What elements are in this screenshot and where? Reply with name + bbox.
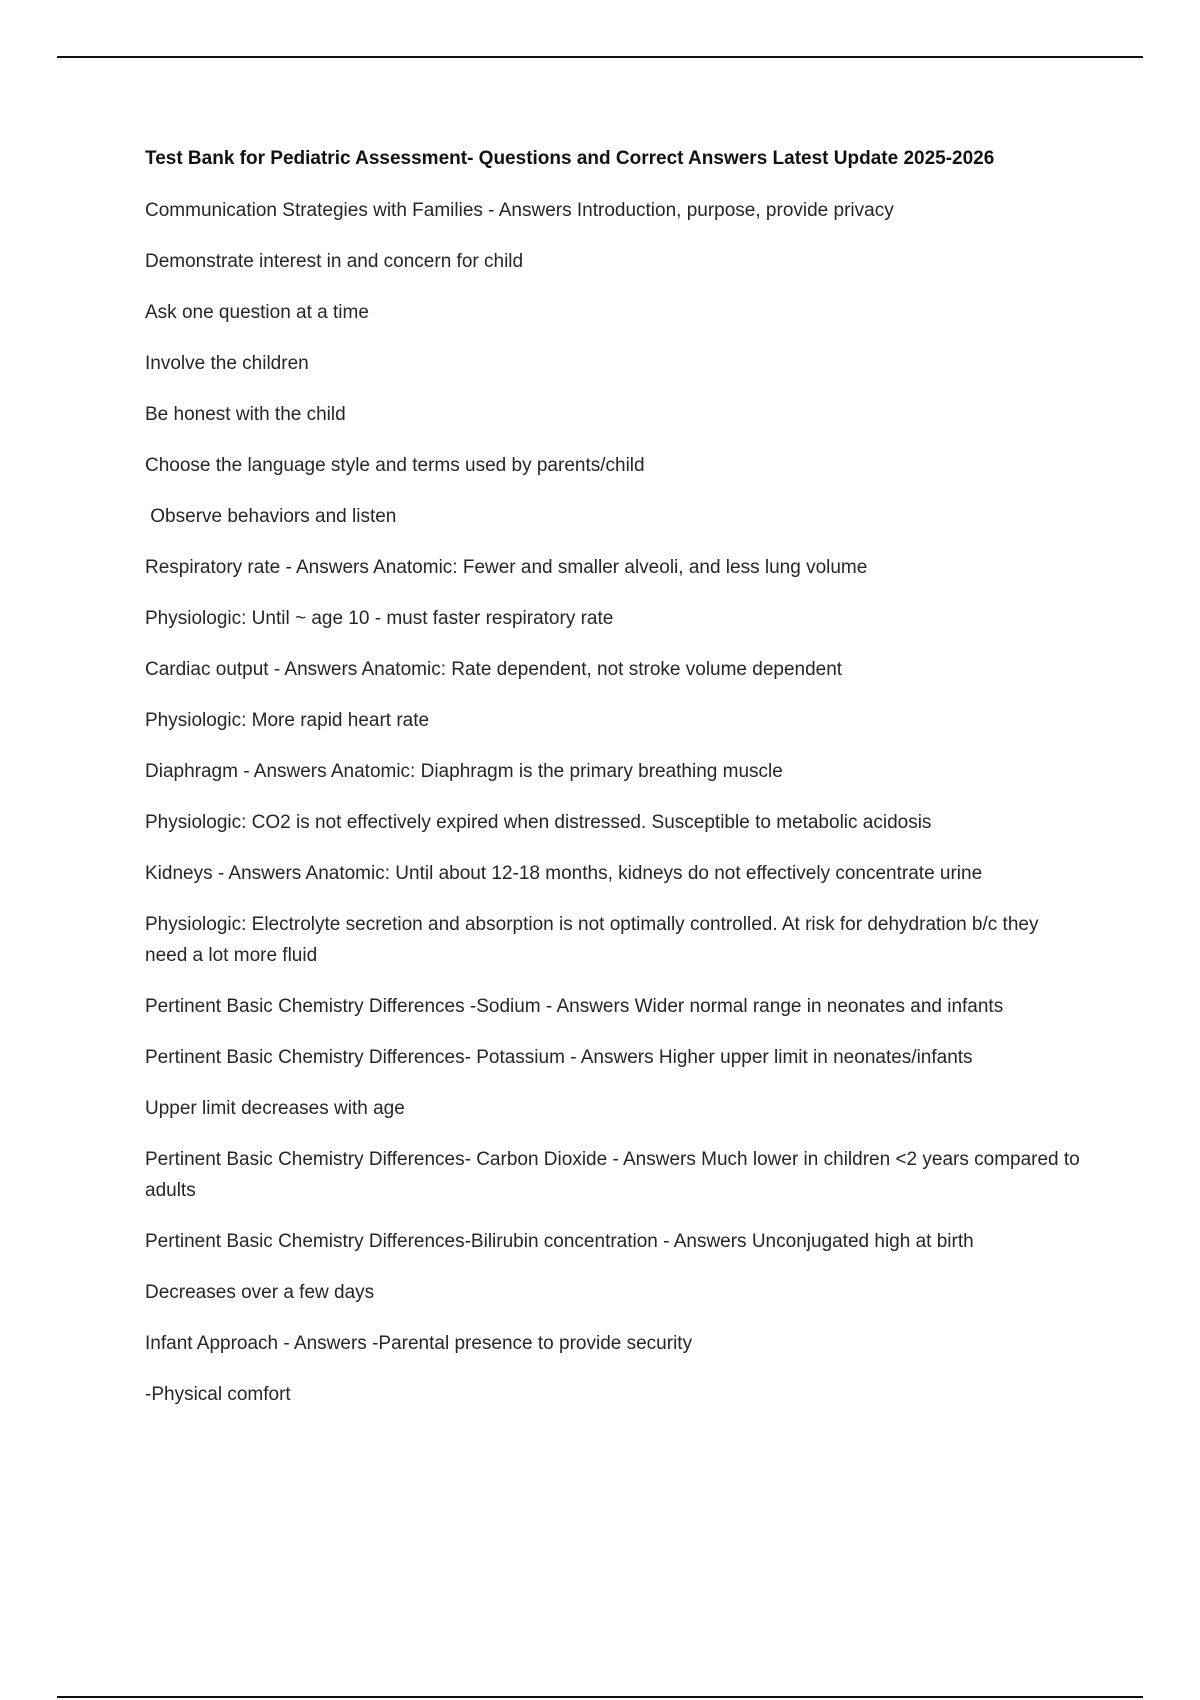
document-title: Test Bank for Pediatric Assessment- Questions and Correct Answers Latest Update 2025-2026 <box>145 148 995 169</box>
paragraph: Communication Strategies with Families - Answers Introduction, purpose, provide privacy <box>145 200 894 221</box>
paragraph: Demonstrate interest in and concern for child <box>145 251 524 272</box>
paragraph: Ask one question at a time <box>145 302 369 323</box>
paragraph: Respiratory rate - Answers Anatomic: Fewer and smaller alveoli, and less lung volume <box>145 557 868 578</box>
paragraph: Be honest with the child <box>145 404 346 425</box>
document-body <box>145 146 1080 1430</box>
paragraph: Infant Approach - Answers -Parental presence to provide security <box>145 1333 693 1354</box>
footer-rule <box>57 1696 1143 1698</box>
paragraph: Diaphragm - Answers Anatomic: Diaphragm is the primary breathing muscle <box>145 761 783 782</box>
paragraph: Cardiac output - Answers Anatomic: Rate dependent, not stroke volume dependent <box>145 659 843 680</box>
paragraph: Physiologic: CO2 is not effectively expired when distressed. Susceptible to metabolic acidosis <box>145 812 932 833</box>
paragraph: Pertinent Basic Chemistry Differences -Sodium - Answers Wider normal range in neonates and infants <box>145 996 1004 1017</box>
paragraph: Kidneys - Answers Anatomic: Until about 12-18 months, kidneys do not effectively concentrate urine <box>145 863 983 884</box>
paragraph: Choose the language style and terms used by parents/child <box>145 455 645 476</box>
paragraph: Decreases over a few days <box>145 1282 375 1303</box>
paragraph: -Physical comfort <box>145 1384 291 1405</box>
paragraph: Observe behaviors and listen <box>145 506 397 527</box>
paragraph: Involve the children <box>145 353 309 374</box>
paragraph: Physiologic: Electrolyte secretion and absorption is not optimally controlled. At risk for dehydration b/c they need a lot more fluid <box>145 914 1039 966</box>
paragraph: Pertinent Basic Chemistry Differences-Bilirubin concentration - Answers Unconjugated high at birth <box>145 1231 974 1252</box>
paragraph: Physiologic: Until ~ age 10 - must faster respiratory rate <box>145 608 614 629</box>
paragraph: Upper limit decreases with age <box>145 1098 405 1119</box>
paragraph: Physiologic: More rapid heart rate <box>145 710 430 731</box>
paragraph: Pertinent Basic Chemistry Differences- Potassium - Answers Higher upper limit in neonates/infants <box>145 1047 973 1068</box>
paragraph-list <box>145 195 1080 1410</box>
paragraph: Pertinent Basic Chemistry Differences- Carbon Dioxide - Answers Much lower in children <2 years compared to adults <box>145 1149 1080 1201</box>
header-rule <box>57 56 1143 58</box>
